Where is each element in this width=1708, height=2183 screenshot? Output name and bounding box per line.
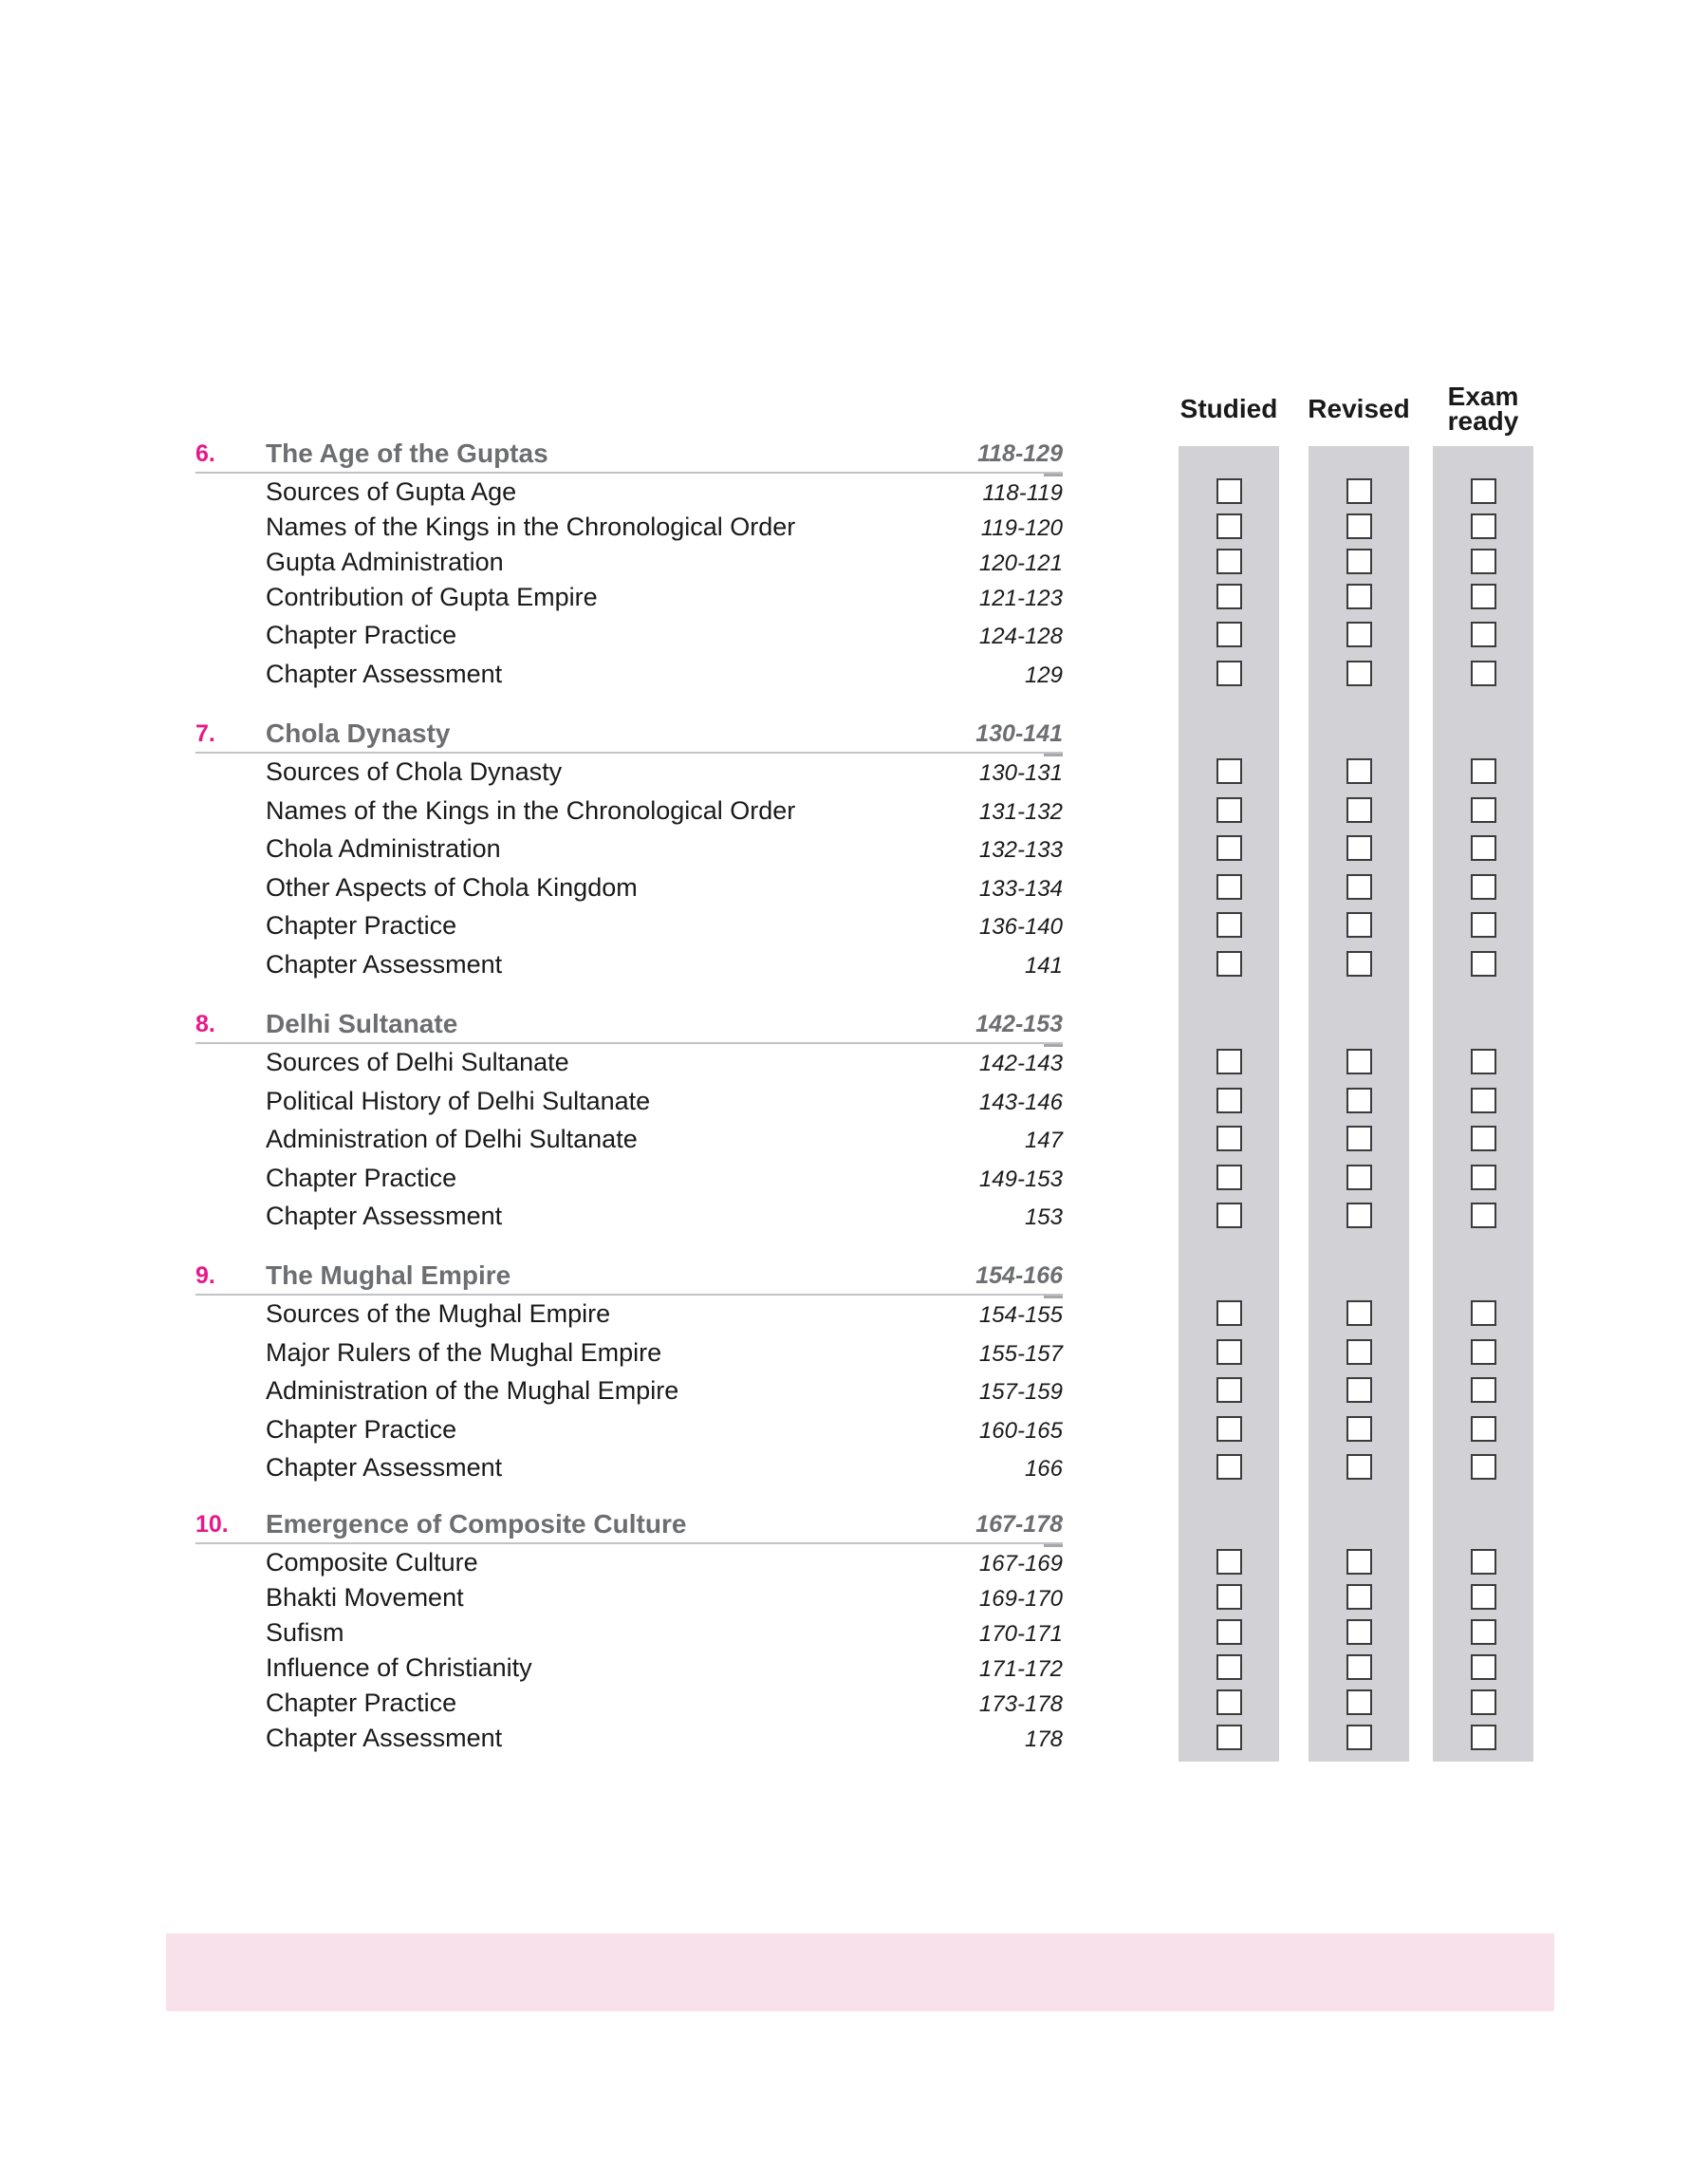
topic-label: Chapter Assessment [266,950,503,979]
studied-checkbox[interactable] [1216,1654,1242,1680]
chapter-number: 6. [195,440,215,467]
topic-page-range: 154-155 [978,1302,1063,1328]
studied-checkbox[interactable] [1216,951,1242,977]
topic-page-range: 131-132 [978,799,1063,825]
chapter-number: 10. [195,1511,229,1538]
chapter-divider [195,1294,1063,1296]
topic-label: Other Aspects of Chola Kingdom [266,873,638,902]
revised-checkbox[interactable] [1346,622,1372,647]
chapter-page-range: 142-153 [975,1011,1063,1037]
exam-ready-checkbox[interactable] [1471,1416,1496,1442]
exam-ready-checkbox[interactable] [1471,1619,1496,1645]
revised-checkbox[interactable] [1346,1619,1372,1645]
topic-label: Administration of Delhi Sultanate [266,1125,638,1153]
topic-page-range: 147 [1024,1128,1063,1153]
studied-checkbox[interactable] [1216,912,1242,938]
studied-checkbox[interactable] [1216,1619,1242,1645]
chapter-page-range: 130-141 [975,720,1063,747]
studied-checkbox[interactable] [1216,1165,1242,1190]
revised-checkbox[interactable] [1346,1300,1372,1326]
topic-page-range: 173-178 [978,1691,1063,1717]
topic-page-range: 132-133 [978,837,1063,863]
chapter-divider-accent [1044,1544,1063,1547]
studied-checkbox[interactable] [1216,1725,1242,1750]
chapter-title: Chola Dynasty [266,718,451,748]
revised-checkbox[interactable] [1346,912,1372,938]
chapter-number: 9. [195,1262,215,1289]
topic-page-range: 133-134 [978,876,1063,902]
revised-checkbox[interactable] [1346,1203,1372,1228]
exam-ready-checkbox[interactable] [1471,513,1496,539]
studied-checkbox[interactable] [1216,1416,1242,1442]
studied-checkbox[interactable] [1216,1689,1242,1715]
exam-ready-checkbox[interactable] [1471,835,1496,861]
exam-ready-column-header [1412,384,1554,434]
studied-checkbox[interactable] [1216,622,1242,647]
topic-label: Major Rulers of the Mughal Empire [266,1338,662,1367]
chapter-divider-accent [1044,1044,1063,1047]
revised-column-header: Revised [1308,394,1410,423]
topic-page-range: 136-140 [978,914,1063,940]
topic-label: Chapter Assessment [266,1202,503,1230]
topic-label: Sufism [266,1618,344,1647]
topic-label: Chapter Assessment [266,1453,503,1482]
topic-page-range: 178 [1024,1726,1063,1752]
exam-ready-checkbox[interactable] [1471,1689,1496,1715]
exam-ready-checkbox[interactable] [1471,1126,1496,1151]
revised-checkbox[interactable] [1346,1126,1372,1151]
topic-label: Contribution of Gupta Empire [266,583,598,611]
topic-label: Chapter Practice [266,911,457,940]
revised-checkbox[interactable] [1346,1339,1372,1365]
exam-ready-checkbox[interactable] [1471,1339,1496,1365]
revised-checkbox[interactable] [1346,1049,1372,1074]
topic-label: Political History of Delhi Sultanate [266,1087,651,1115]
studied-checkbox[interactable] [1216,584,1242,609]
revised-checkbox[interactable] [1346,1549,1372,1575]
studied-column-header: Studied [1179,394,1278,423]
chapter-divider [195,1542,1063,1544]
exam-ready-checkbox[interactable] [1471,549,1496,574]
chapter-number: 8. [195,1011,215,1037]
topic-page-range: 166 [1024,1456,1063,1482]
topic-label: Chapter Practice [266,1164,457,1192]
chapter-title: Emergence of Composite Culture [266,1509,687,1539]
exam-ready-checkbox[interactable] [1471,758,1496,784]
topic-page-range: 160-165 [978,1418,1063,1444]
studied-checkbox[interactable] [1216,1377,1242,1403]
topic-label: Bhakti Movement [266,1583,464,1612]
exam-ready-checkbox[interactable] [1471,797,1496,823]
studied-checkbox[interactable] [1216,1584,1242,1610]
chapter-title: The Mughal Empire [266,1260,511,1290]
topic-label: Chapter Practice [266,1689,457,1717]
topic-label: Chapter Practice [266,1415,457,1444]
revised-checkbox[interactable] [1346,1165,1372,1190]
exam-ready-checkbox[interactable] [1471,1300,1496,1326]
revised-checkbox[interactable] [1346,1416,1372,1442]
studied-checkbox[interactable] [1216,874,1242,900]
chapter-divider [195,472,1063,474]
revised-checkbox[interactable] [1346,874,1372,900]
chapter-divider-accent [1044,474,1063,476]
exam-ready-checkbox[interactable] [1471,1654,1496,1680]
revised-checkbox[interactable] [1346,478,1372,504]
topic-page-range: 170-171 [978,1621,1063,1647]
revised-checkbox[interactable] [1346,758,1372,784]
studied-checkbox[interactable] [1216,835,1242,861]
topic-page-range: 118-119 [982,480,1063,506]
topic-page-range: 120-121 [978,550,1063,576]
footer-band [166,1933,1554,2011]
topic-page-range: 124-128 [978,624,1063,649]
topic-label: Sources of Gupta Age [266,477,517,506]
exam-ready-checkbox[interactable] [1471,1584,1496,1610]
revised-checkbox[interactable] [1346,584,1372,609]
chapter-divider-accent [1044,1296,1063,1298]
revised-checkbox[interactable] [1346,1454,1372,1480]
topic-label: Chapter Assessment [266,660,503,688]
topic-page-range: 167-169 [978,1551,1063,1577]
topic-page-range: 157-159 [978,1379,1063,1405]
topic-page-range: 171-172 [978,1656,1063,1682]
exam-ready-checkbox[interactable] [1471,661,1496,686]
topic-page-range: 149-153 [978,1166,1063,1192]
revised-checkbox[interactable] [1346,1377,1372,1403]
chapter-divider [195,1042,1063,1044]
exam-ready-checkbox[interactable] [1471,912,1496,938]
exam-ready-checkbox[interactable] [1471,951,1496,977]
topic-label: Gupta Administration [266,548,504,576]
studied-checkbox[interactable] [1216,478,1242,504]
revised-checkbox[interactable] [1346,1725,1372,1750]
exam-ready-checkbox[interactable] [1471,874,1496,900]
studied-checkbox[interactable] [1216,549,1242,574]
topic-page-range: 121-123 [978,586,1063,611]
topic-page-range: 169-170 [978,1586,1063,1612]
topic-label: Chapter Assessment [266,1724,503,1752]
exam-ready-checkbox[interactable] [1471,1377,1496,1403]
exam-ready-checkbox[interactable] [1471,1549,1496,1575]
exam-ready-checkbox[interactable] [1471,1725,1496,1750]
studied-checkbox[interactable] [1216,1126,1242,1151]
exam-ready-checkbox[interactable] [1471,1088,1496,1113]
chapter-page-range: 167-178 [975,1511,1063,1538]
topic-page-range: 142-143 [978,1051,1063,1076]
studied-checkbox[interactable] [1216,758,1242,784]
chapter-page-range: 118-129 [977,440,1063,467]
topic-label: Administration of the Mughal Empire [266,1376,679,1405]
topic-page-range: 129 [1024,662,1063,688]
exam-ready-checkbox[interactable] [1471,1049,1496,1074]
topic-label: Names of the Kings in the Chronological Order [266,796,796,825]
studied-checkbox[interactable] [1216,1549,1242,1575]
studied-checkbox[interactable] [1216,661,1242,686]
revised-checkbox[interactable] [1346,1689,1372,1715]
studied-checkbox[interactable] [1216,1088,1242,1113]
topic-page-range: 155-157 [978,1341,1063,1367]
revised-checkbox[interactable] [1346,549,1372,574]
topic-label: Composite Culture [266,1548,478,1577]
exam-ready-header-line1: Exam [1447,382,1519,411]
revised-checkbox[interactable] [1346,951,1372,977]
studied-checkbox[interactable] [1216,513,1242,539]
exam-ready-checkbox[interactable] [1471,1165,1496,1190]
chapter-title: Delhi Sultanate [266,1009,458,1038]
studied-checkbox[interactable] [1216,1300,1242,1326]
exam-ready-header-line2: ready [1447,406,1519,436]
studied-checkbox[interactable] [1216,1203,1242,1228]
studied-checkbox[interactable] [1216,797,1242,823]
topic-page-range: 153 [1024,1204,1063,1230]
chapter-divider [195,752,1063,754]
chapter-page-range: 154-166 [975,1262,1063,1289]
exam-ready-checkbox[interactable] [1471,1203,1496,1228]
chapter-divider-accent [1044,754,1063,756]
revised-checkbox[interactable] [1346,835,1372,861]
studied-checkbox[interactable] [1216,1339,1242,1365]
topic-label: Sources of the Mughal Empire [266,1299,611,1328]
revised-checkbox[interactable] [1346,513,1372,539]
topic-label: Sources of Chola Dynasty [266,757,563,786]
revised-checkbox[interactable] [1346,1654,1372,1680]
topic-label: Names of the Kings in the Chronological Order [266,513,796,541]
exam-ready-checkbox[interactable] [1471,584,1496,609]
revised-checkbox[interactable] [1346,1584,1372,1610]
topic-page-range: 119-120 [980,515,1063,541]
exam-ready-checkbox[interactable] [1471,1454,1496,1480]
topic-page-range: 143-146 [978,1090,1063,1115]
studied-checkbox[interactable] [1216,1049,1242,1074]
revised-checkbox[interactable] [1346,661,1372,686]
topic-label: Sources of Delhi Sultanate [266,1048,569,1076]
studied-checkbox[interactable] [1216,1454,1242,1480]
revised-checkbox[interactable] [1346,1088,1372,1113]
exam-ready-checkbox[interactable] [1471,478,1496,504]
topic-label: Chapter Practice [266,621,457,649]
chapter-number: 7. [195,720,215,747]
revised-checkbox[interactable] [1346,797,1372,823]
topic-page-range: 130-131 [978,760,1063,786]
topic-page-range: 141 [1024,953,1063,979]
topic-label: Chola Administration [266,834,501,863]
chapter-title: The Age of the Guptas [266,438,548,468]
exam-ready-checkbox[interactable] [1471,622,1496,647]
topic-label: Influence of Christianity [266,1653,532,1682]
